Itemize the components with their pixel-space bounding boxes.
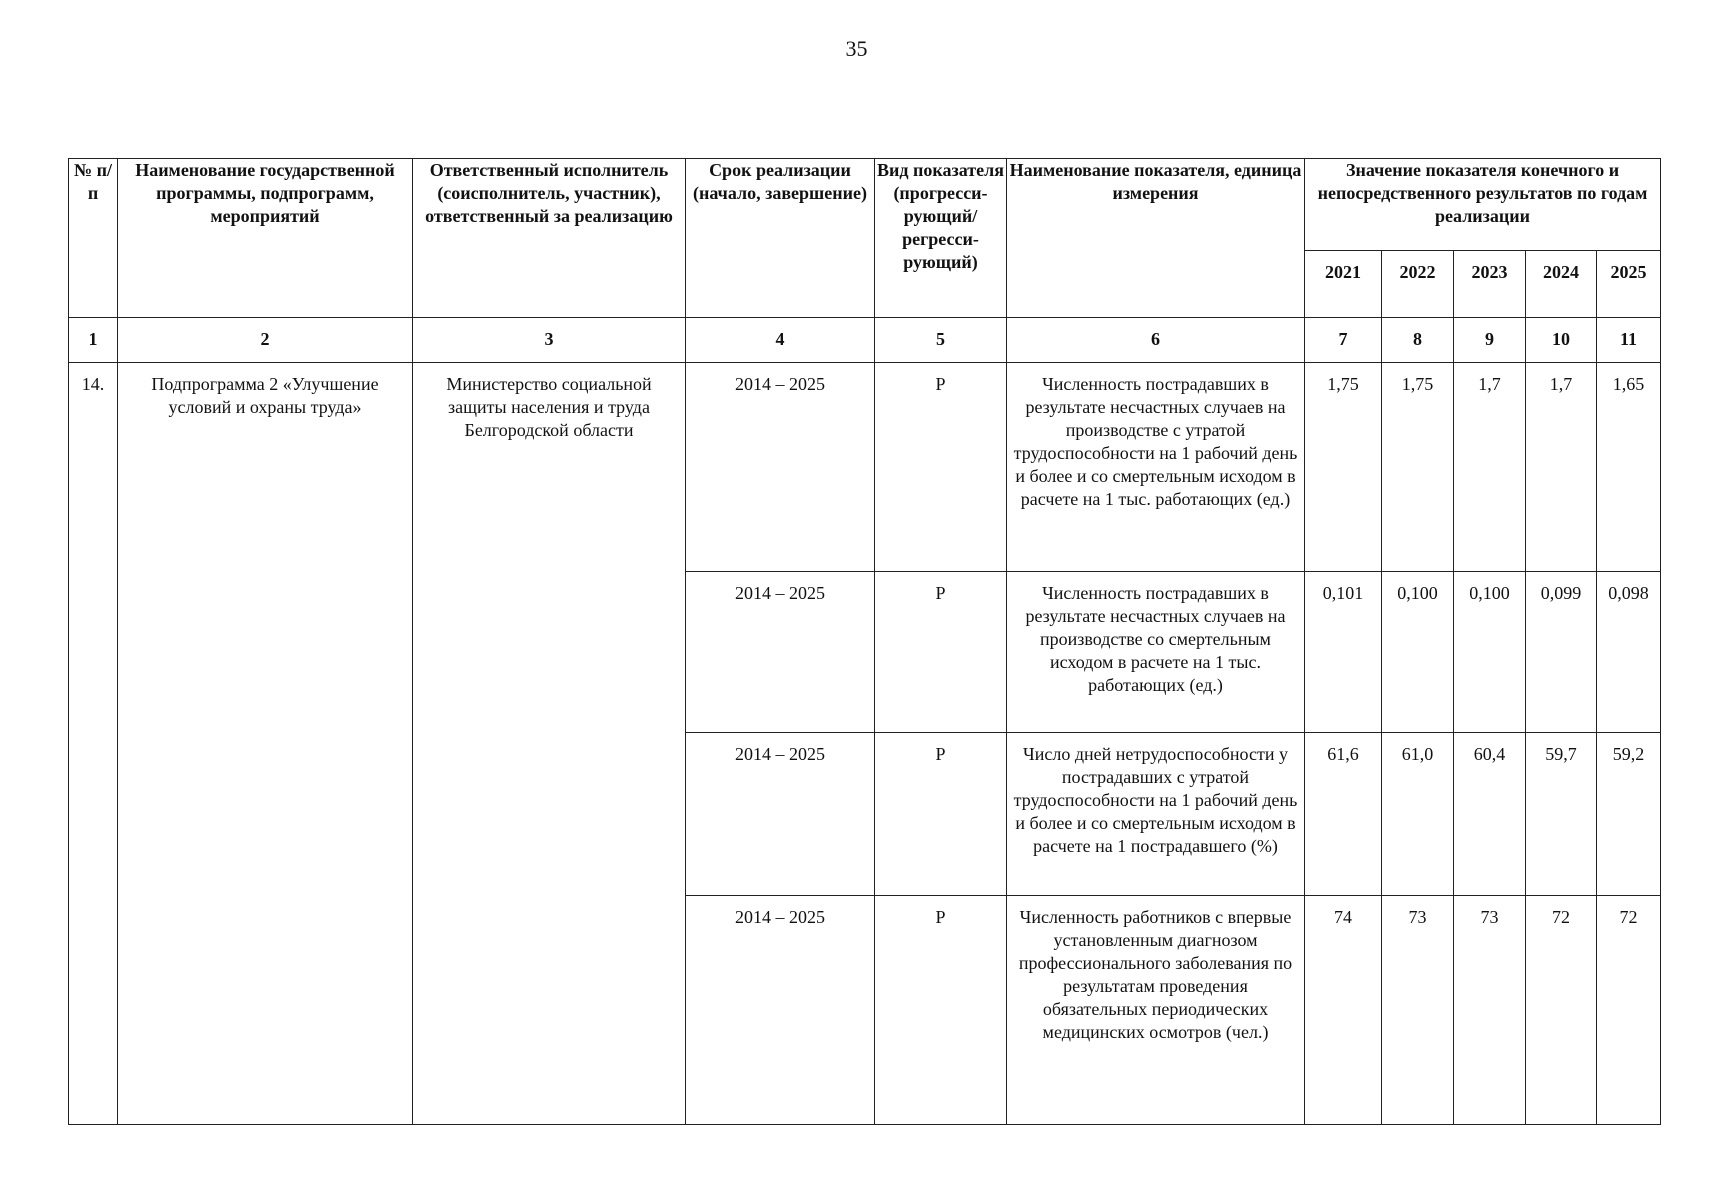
value-2025: 0,098 [1597, 572, 1661, 733]
column-number: 3 [413, 318, 686, 363]
indicator-name-cell: Численность пострадавших в результате несчастных случаев на производстве с утратой трудоспособности на 1 рабочий день и более и со смертельным исходом в расчете на 1 тыс. работающих (ед.) [1007, 363, 1305, 572]
header-year: 2021 [1305, 251, 1382, 318]
value-2021: 61,6 [1305, 733, 1382, 896]
header-year: 2023 [1454, 251, 1526, 318]
value-2023: 73 [1454, 896, 1526, 1125]
column-number: 8 [1382, 318, 1454, 363]
value-2022: 73 [1382, 896, 1454, 1125]
value-2023: 60,4 [1454, 733, 1526, 896]
value-2022: 0,100 [1382, 572, 1454, 733]
header-indicator-type: Вид показателя (прогресси-рующий/ регресси-рующий) [875, 159, 1007, 318]
program-name: Подпрограмма 2 «Улучшение условий и охраны труда» [118, 363, 413, 1125]
header-indicator-name: Наименование показателя, единица измерения [1007, 159, 1305, 318]
page-number: 35 [845, 36, 868, 61]
indicator-type-cell: Р [875, 363, 1007, 572]
indicators-table [68, 158, 1661, 1125]
executor-name: Министерство социальной защиты населения и труда Белгородской области [413, 363, 686, 1125]
value-2023: 0,100 [1454, 572, 1526, 733]
column-number: 10 [1526, 318, 1597, 363]
term-cell: 2014 – 2025 [686, 572, 875, 733]
column-number: 2 [118, 318, 413, 363]
header-term: Срок реализации (начало, завершение) [686, 159, 875, 318]
indicator-name-cell: Число дней нетрудоспособности у пострадавших с утратой трудоспособности на 1 рабочий день и более и со смертельным исходом в расчете на 1 пострадавшего (%) [1007, 733, 1305, 896]
indicator-type-cell: Р [875, 896, 1007, 1125]
indicator-name-cell: Численность пострадавших в результате несчастных случаев на производстве со смертельным исходом в расчете на 1 тыс. работающих (ед.) [1007, 572, 1305, 733]
header-program-name: Наименование государственной программы, подпрограмм, мероприятий [118, 159, 413, 318]
column-number: 5 [875, 318, 1007, 363]
value-2025: 1,65 [1597, 363, 1661, 572]
column-number: 7 [1305, 318, 1382, 363]
value-2025: 59,2 [1597, 733, 1661, 896]
row-number: 14. [69, 363, 118, 1125]
value-2024: 72 [1526, 896, 1597, 1125]
value-2024: 59,7 [1526, 733, 1597, 896]
value-2024: 1,7 [1526, 363, 1597, 572]
value-2021: 74 [1305, 896, 1382, 1125]
value-2022: 1,75 [1382, 363, 1454, 572]
column-number: 1 [69, 318, 118, 363]
term-cell: 2014 – 2025 [686, 363, 875, 572]
header-year: 2022 [1382, 251, 1454, 318]
indicator-name-cell: Численность работников с впервые установленным диагнозом профессионального заболевания по результатам проведения обязательных периодических медицинских осмотров (чел.) [1007, 896, 1305, 1125]
value-2021: 1,75 [1305, 363, 1382, 572]
header-executor: Ответственный исполнитель (соисполнитель, участник), ответственный за реализацию [413, 159, 686, 318]
column-number: 11 [1597, 318, 1661, 363]
header-number: № п/п [69, 159, 118, 318]
term-cell: 2014 – 2025 [686, 733, 875, 896]
header-year: 2024 [1526, 251, 1597, 318]
value-2024: 0,099 [1526, 572, 1597, 733]
value-2021: 0,101 [1305, 572, 1382, 733]
value-2023: 1,7 [1454, 363, 1526, 572]
term-cell: 2014 – 2025 [686, 896, 875, 1125]
column-number: 4 [686, 318, 875, 363]
header-year: 2025 [1597, 251, 1661, 318]
indicator-type-cell: Р [875, 733, 1007, 896]
value-2022: 61,0 [1382, 733, 1454, 896]
indicator-type-cell: Р [875, 572, 1007, 733]
table-row [69, 363, 1661, 572]
header-indicator-values: Значение показателя конечного и непосредственного результатов по годам реализации [1305, 159, 1661, 251]
value-2025: 72 [1597, 896, 1661, 1125]
column-number: 9 [1454, 318, 1526, 363]
column-number: 6 [1007, 318, 1305, 363]
